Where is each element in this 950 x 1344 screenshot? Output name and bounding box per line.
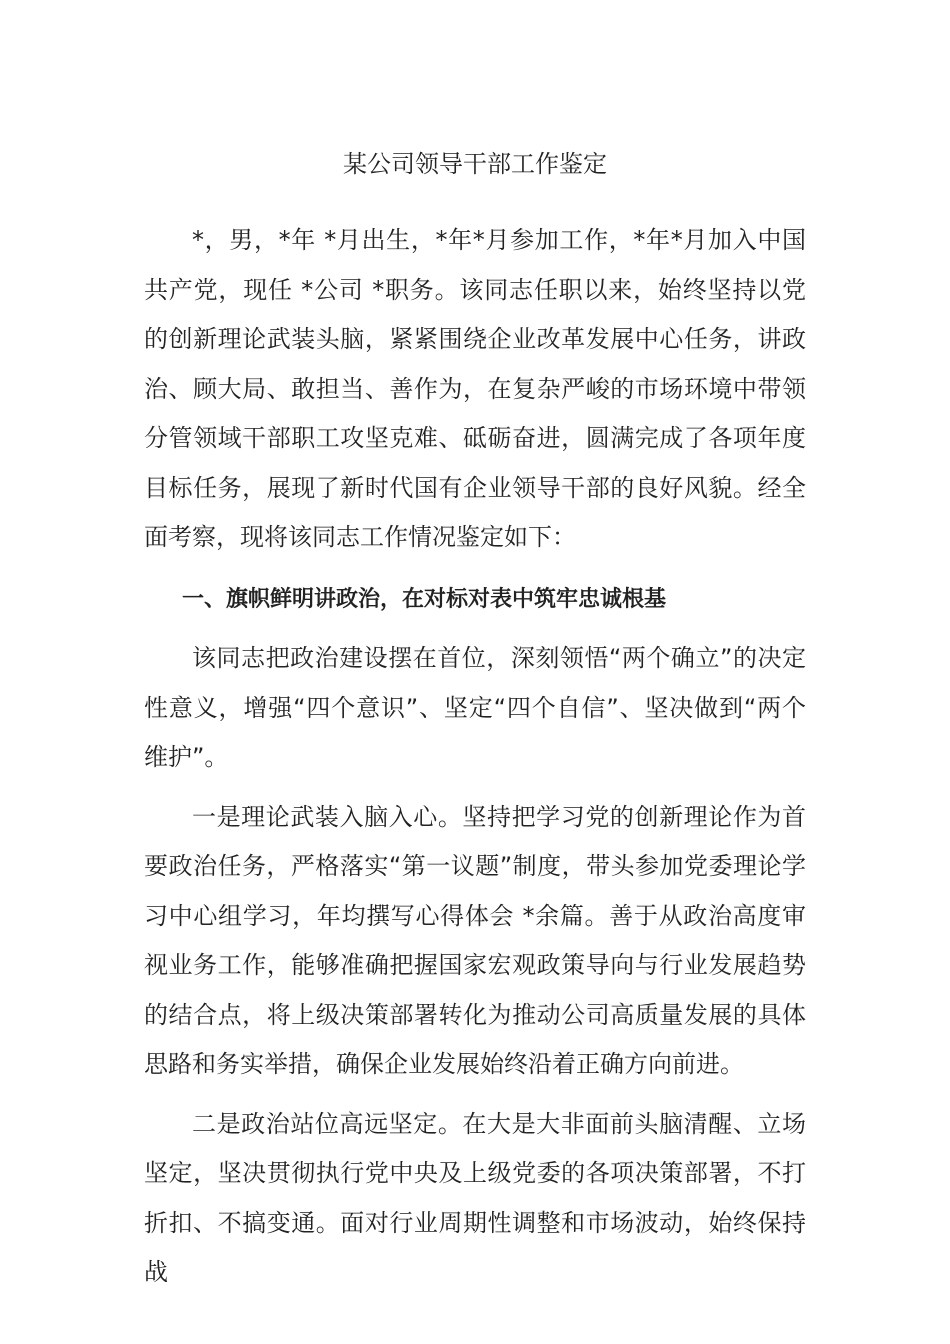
document-body bbox=[144, 140, 806, 1308]
section-heading-1: 一、旗帜鲜明讲政治，在对标对表中筑牢忠诚根基 bbox=[182, 586, 667, 612]
point-one-paragraph: 一是理论武装入脑入心。坚持把学习党的创新理论作为首要政治任务，严格落实“第一议题”制度，带头参加党委理论学习中心组学习，年均撰写心得体会 *余篇。善于从政治高度审视业务工作，能够准确把握国家宏观政策导向与行业发展趋势的结合点，将上级决策部署转化为推动公司高质量发展的具体思路和务实举措，确保企业发展始终沿着正确方向前进。 bbox=[144, 802, 806, 1078]
point-two-paragraph: 二是政治站位高远坚定。在大是大非面前头脑清醒、立场坚定，坚决贯彻执行党中央及上级党委的各项决策部署，不打折扣、不搞变通。面对行业周期性调整和市场波动，始终保持战 bbox=[144, 1109, 806, 1286]
document-title: 某公司领导干部工作鉴定 bbox=[343, 150, 607, 178]
intro-paragraph: *，男，*年 *月出生，*年*月参加工作，*年*月加入中国共产党，现任 *公司 *职务。该同志任职以来，始终坚持以党的创新理论武装头脑，紧紧围绕企业改革发展中心任务，讲政治、顾大局、敢担当、善作为，在复杂严峻的市场环境中带领分管领域干部职工攻坚克难、砥砺奋进，圆满完成了各项年度目标任务，展现了新时代国有企业领导干部的良好风貌。经全面考察，现将该同志工作情况鉴定如下： bbox=[144, 226, 806, 551]
section-1-summary-paragraph: 该同志把政治建设摆在首位，深刻领悟“两个确立”的决定性意义，增强“四个意识”、坚定“四个自信”、坚决做到“两个维护”。 bbox=[144, 644, 806, 771]
